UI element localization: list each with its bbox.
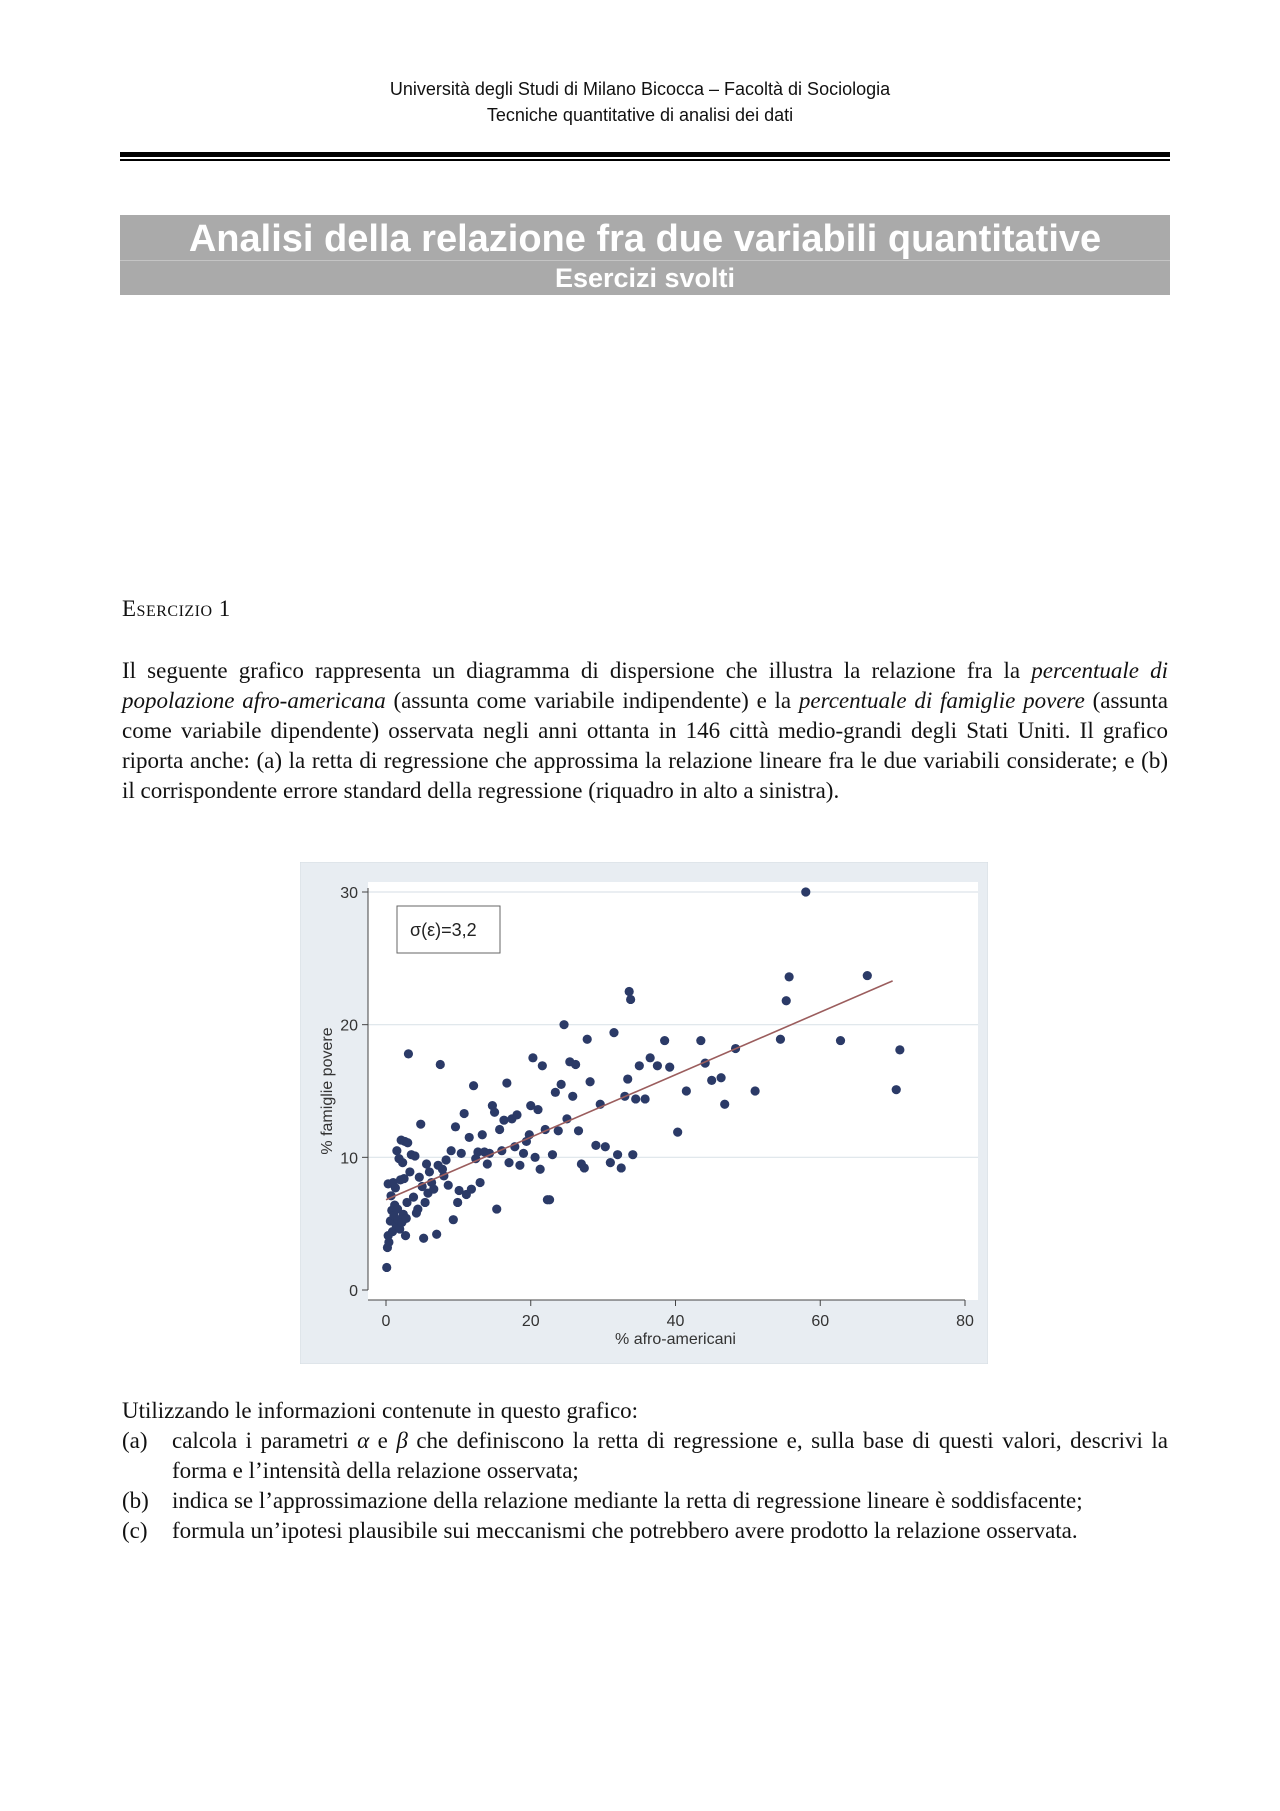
- data-point: [512, 1110, 521, 1119]
- y-tick-label: 10: [340, 1150, 358, 1168]
- question-a-part-1: calcola i parametri: [172, 1428, 358, 1453]
- question-label: (a): [122, 1428, 148, 1453]
- data-point: [490, 1108, 499, 1117]
- data-point: [571, 1060, 580, 1069]
- y-axis-label: % famiglie povere: [319, 1027, 336, 1155]
- data-point: [478, 1130, 487, 1139]
- question-a-part-2: e: [369, 1428, 397, 1453]
- data-point: [613, 1150, 622, 1159]
- question-label: (c): [122, 1518, 148, 1543]
- title-band: [120, 215, 1170, 295]
- data-point: [382, 1263, 391, 1272]
- data-point: [720, 1100, 729, 1109]
- data-point: [409, 1193, 418, 1202]
- data-point: [609, 1028, 618, 1037]
- data-point: [460, 1109, 469, 1118]
- data-point: [785, 972, 794, 981]
- data-point: [504, 1158, 513, 1167]
- data-point: [436, 1060, 445, 1069]
- intro-text-1: Il seguente grafico rappresenta un diagramma di dispersione che illustra la relazione fra la: [122, 658, 1032, 683]
- data-point: [606, 1158, 615, 1167]
- data-point: [559, 1020, 568, 1029]
- data-point: [801, 887, 810, 896]
- data-point: [696, 1036, 705, 1045]
- data-point: [580, 1163, 589, 1172]
- data-point: [751, 1086, 760, 1095]
- document-title: Analisi della relazione fra due variabili quantitative: [188, 218, 1102, 260]
- data-point: [449, 1215, 458, 1224]
- data-point: [398, 1158, 407, 1167]
- data-point: [601, 1142, 610, 1151]
- data-point: [502, 1078, 511, 1087]
- y-tick-label: 30: [340, 885, 358, 902]
- data-point: [425, 1167, 434, 1176]
- x-tick-label: 20: [521, 1313, 540, 1330]
- data-point: [623, 1074, 632, 1083]
- data-point: [631, 1094, 640, 1103]
- data-point: [453, 1198, 462, 1207]
- data-point: [483, 1159, 492, 1168]
- questions-block: [122, 1396, 1168, 1546]
- scatter-chart: [300, 862, 988, 1364]
- data-point: [422, 1159, 431, 1168]
- intro-text-2: (assunta come variabile indipendente) e la: [385, 688, 799, 713]
- x-axis-label: % afro-americani: [615, 1331, 736, 1348]
- data-point: [625, 987, 634, 996]
- data-point: [660, 1036, 669, 1045]
- y-tick-label: 0: [349, 1283, 358, 1300]
- question-label: (b): [122, 1488, 149, 1513]
- data-point: [646, 1053, 655, 1062]
- document-subtitle: Esercizi svolti: [554, 263, 736, 293]
- y-tick-label: 20: [340, 1017, 358, 1035]
- data-point: [391, 1183, 400, 1192]
- data-point: [419, 1234, 428, 1243]
- data-point: [548, 1150, 557, 1159]
- data-point: [863, 971, 872, 980]
- question-b: [122, 1486, 1168, 1516]
- data-point: [432, 1230, 441, 1239]
- question-text: indica se l’approssimazione della relazione mediante la retta di regressione lineare è soddisfacente;: [172, 1488, 1083, 1513]
- data-point: [682, 1086, 691, 1095]
- question-text: [172, 1426, 1168, 1486]
- exercise-intro: [122, 656, 1168, 806]
- data-point: [469, 1081, 478, 1090]
- data-point: [457, 1149, 466, 1158]
- data-point: [568, 1092, 577, 1101]
- data-point: [591, 1141, 600, 1150]
- question-a: [122, 1426, 1168, 1486]
- header-course: Tecniche quantitative di analisi dei dati: [486, 105, 794, 125]
- data-point: [665, 1063, 674, 1072]
- intro-var-independent: percentuale di popolazione afro-americana: [122, 658, 1169, 713]
- data-point: [499, 1116, 508, 1125]
- data-point: [628, 1150, 637, 1159]
- data-point: [583, 1035, 592, 1044]
- x-tick-label: 0: [381, 1313, 391, 1330]
- data-point: [673, 1128, 682, 1137]
- data-point: [528, 1053, 537, 1062]
- question-a-part-3: che definiscono la retta di regressione e, sulla base di questi valori, descrivi la forma e l’intensità della relazione osservata;: [172, 1428, 1168, 1483]
- data-point: [403, 1138, 412, 1147]
- data-point: [415, 1173, 424, 1182]
- intro-paragraph: [122, 656, 1168, 806]
- data-point: [836, 1036, 845, 1045]
- data-point: [538, 1061, 547, 1070]
- questions-lead: Utilizzando le informazioni contenute in questo grafico:: [122, 1398, 639, 1423]
- intro-var-dependent: percentuale di famiglie povere: [798, 688, 1085, 713]
- data-point: [416, 1120, 425, 1129]
- data-point: [413, 1204, 422, 1213]
- data-point: [404, 1049, 413, 1058]
- data-point: [895, 1045, 904, 1054]
- beta-symbol: β: [396, 1428, 408, 1453]
- data-point: [557, 1080, 566, 1089]
- data-point: [429, 1185, 438, 1194]
- intro-text-3: (assunta come variabile dipendente) osservata negli anni ottanta in 146 città medio-grandi degli Stati Uniti. Il grafico riporta anche: (a) la retta di regressione che approssima la relazione lineare fra le due variabili considerate; e (b) il corrispondente errore standard della regressione (riquadro in alto a sinistra).: [122, 688, 1168, 803]
- data-point: [495, 1125, 504, 1134]
- alpha-symbol: α: [357, 1428, 370, 1453]
- x-tick-label: 60: [811, 1313, 830, 1330]
- data-point: [585, 1077, 594, 1086]
- data-point: [515, 1161, 524, 1170]
- data-point: [410, 1151, 419, 1160]
- header-rule-thick: [120, 152, 1170, 157]
- data-point: [392, 1146, 401, 1155]
- data-point: [447, 1146, 456, 1155]
- data-point: [492, 1204, 501, 1213]
- data-point: [892, 1085, 901, 1094]
- question-c: [122, 1516, 1168, 1546]
- header-rule-thin: [120, 159, 1170, 161]
- data-point: [465, 1133, 474, 1142]
- annotation-sigma: σ(ε)=3,2: [410, 920, 477, 940]
- data-point: [467, 1185, 476, 1194]
- data-point: [475, 1178, 484, 1187]
- question-text: formula un’ipotesi plausibile sui meccanismi che potrebbero avere prodotto la relazione osservata.: [172, 1518, 1078, 1543]
- exercise-title: Esercizio 1: [122, 596, 231, 621]
- data-point: [384, 1238, 393, 1247]
- data-point: [533, 1105, 542, 1114]
- data-point: [653, 1061, 662, 1070]
- x-tick-label: 80: [956, 1313, 974, 1330]
- data-point: [401, 1231, 410, 1240]
- page-header: [0, 76, 1280, 128]
- data-point: [451, 1122, 460, 1131]
- data-point: [545, 1195, 554, 1204]
- data-point: [776, 1035, 785, 1044]
- x-tick-label: 40: [666, 1313, 685, 1330]
- data-point: [626, 995, 635, 1004]
- data-point: [707, 1076, 716, 1085]
- data-point: [635, 1061, 644, 1070]
- data-point: [617, 1163, 626, 1172]
- data-point: [716, 1073, 725, 1082]
- data-point: [405, 1167, 414, 1176]
- data-point: [444, 1181, 453, 1190]
- data-point: [420, 1198, 429, 1207]
- data-point: [641, 1094, 650, 1103]
- data-point: [551, 1088, 560, 1097]
- title-separator: [120, 260, 1170, 261]
- data-point: [441, 1155, 450, 1164]
- header-university: Università degli Studi di Milano Bicocca – Facoltà di Sociologia: [389, 79, 891, 99]
- data-point: [519, 1149, 528, 1158]
- data-point: [782, 996, 791, 1005]
- data-point: [402, 1214, 411, 1223]
- data-point: [574, 1126, 583, 1135]
- data-point: [530, 1153, 539, 1162]
- data-point: [536, 1165, 545, 1174]
